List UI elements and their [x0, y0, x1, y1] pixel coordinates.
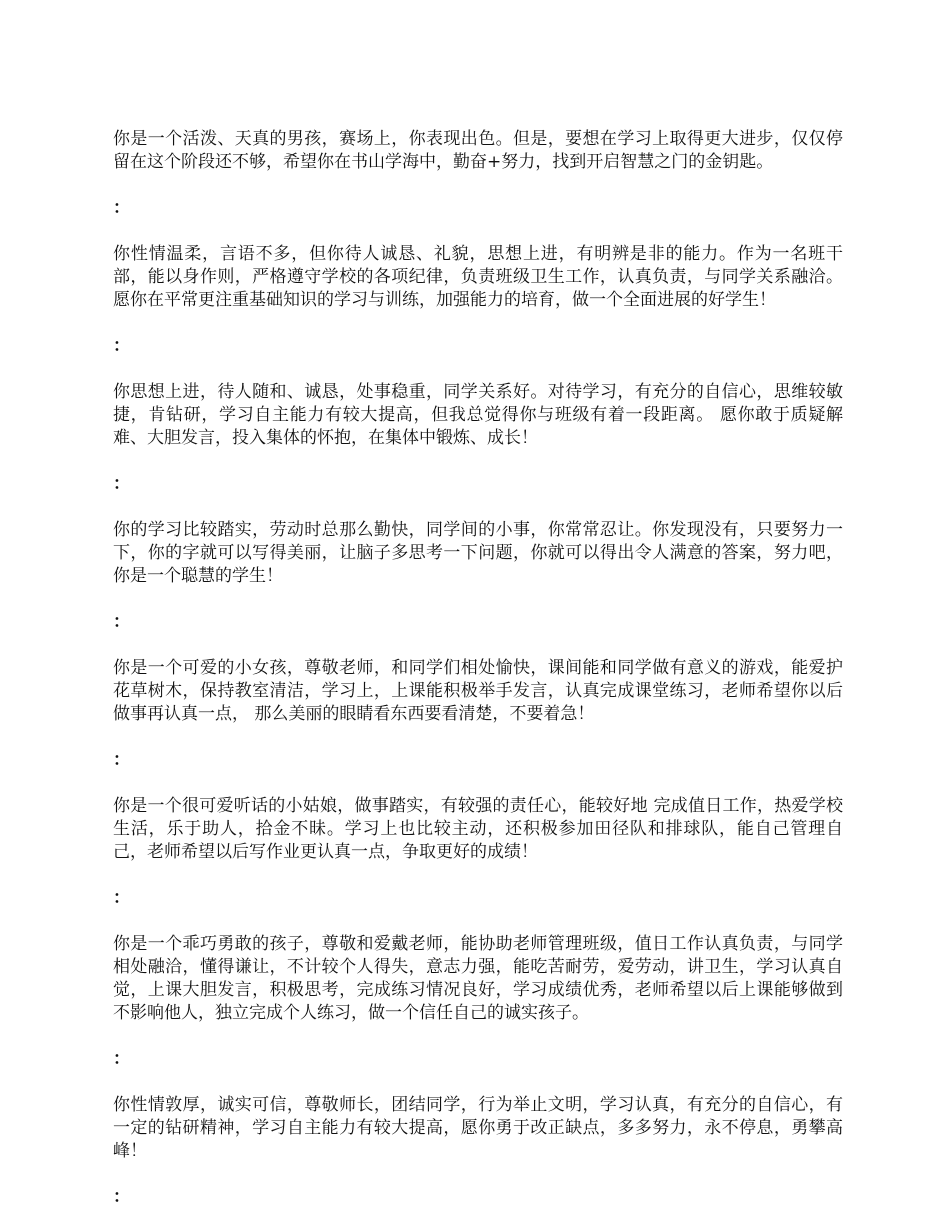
comment-paragraph: 你思想上进，待人随和、诚恳，处事稳重，同学关系好。对待学习，有充分的自信心，思维较敏捷，肯钻研，学习自主能力有较大提高，但我总觉得你与班级有着一段距离。 愿你敢于质疑解难、大胆发言，投入集体的怀抱，在集体中锻炼、成长！: [113, 382, 843, 448]
document-page: [113, 128, 843, 1232]
separator-colon: ：: [113, 1187, 130, 1207]
separator-colon: ：: [113, 198, 130, 218]
separator-colon: ：: [113, 888, 130, 908]
separator-colon: ：: [113, 1049, 130, 1069]
separator-colon: ：: [113, 612, 130, 632]
comment-paragraph: 你的学习比较踏实，劳动时总那么勤快，同学间的小事，你常常忍让。你发现没有，只要努力一下，你的字就可以写得美丽，让脑子多思考一下问题，你就可以得出令人满意的答案，努力吧，你是一个聪慧的学生！: [113, 520, 843, 586]
comment-paragraph: 你是一个活泼、天真的男孩，赛场上，你表现出色。但是，要想在学习上取得更大进步，仅仅停留在这个阶段还不够，希望你在书山学海中，勤奋+努力，找到开启智慧之门的金钥匙。: [113, 129, 843, 172]
comment-paragraph: 你性情温柔，言语不多，但你待人诚恳、礼貌，思想上进，有明辨是非的能力。作为一名班干部，能以身作则，严格遵守学校的各项纪律，负责班级卫生工作，认真负责，与同学关系融洽。 愿你在平常更注重基础知识的学习与训练，加强能力的培育，做一个全面进展的好学生！: [113, 244, 843, 310]
comment-paragraph: 你是一个很可爱听话的小姑娘，做事踏实，有较强的责任心，能较好地 完成值日工作，热爱学校生活，乐于助人，拾金不昧。学习上也比较主动，还积极参加田径队和排球队，能自己管理自己，老师希望以后写作业更认真一点，争取更好的成绩！: [113, 796, 843, 862]
separator-colon: ：: [113, 336, 130, 356]
comment-paragraph: 你是一个乖巧勇敢的孩子，尊敬和爱戴老师，能协助老师管理班级，值日工作认真负责，与同学相处融洽，懂得谦让，不计较个人得失，意志力强，能吃苦耐劳，爱劳动，讲卫生，学习认真自觉，上课大胆发言，积极思考，完成练习情况良好，学习成绩优秀，老师希望以后上课能够做到不影响他人，独立完成个人练习，做一个信任自己的诚实孩子。: [113, 934, 843, 1023]
comment-paragraph: 你性情敦厚，诚实可信，尊敬师长，团结同学，行为举止文明，学习认真，有充分的自信心，有一定的钻研精神，学习自主能力有较大提高，愿你勇于改正缺点，多多努力，永不停息，勇攀高峰！: [113, 1095, 843, 1161]
comment-paragraph: 你是一个可爱的小女孩，尊敬老师，和同学们相处愉快，课间能和同学做有意义的游戏，能爱护花草树木，保持教室清洁，学习上，上课能积极举手发言，认真完成课堂练习，老师希望你以后做事再认真一点， 那么美丽的眼睛看东西要看清楚，不要着急！: [113, 658, 843, 724]
separator-colon: ：: [113, 474, 130, 494]
separator-colon: ：: [113, 750, 130, 770]
